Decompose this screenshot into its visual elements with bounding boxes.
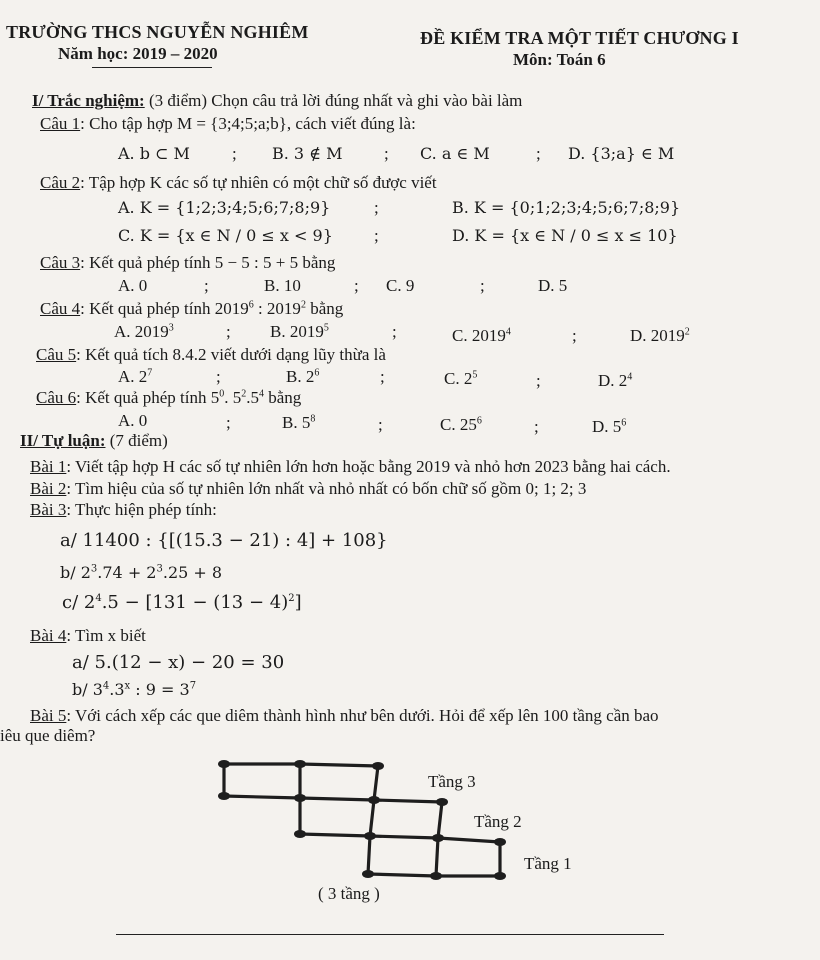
bai5-text-cont: iêu que diêm?	[0, 726, 96, 745]
separator: ;	[384, 144, 389, 163]
match-head	[218, 760, 230, 768]
q3-option-c: C. 9	[386, 276, 415, 295]
match-stick	[368, 874, 436, 876]
q5-b-base: B. 2	[286, 367, 315, 386]
separator: ;	[480, 276, 485, 295]
q4-a-base: A. 2019	[114, 322, 169, 341]
separator: ;	[226, 322, 231, 341]
q4-b-exp: 5	[323, 322, 329, 334]
part1-desc: (3 điểm) Chọn câu trả lời đúng nhất và ghi vào bài làm	[148, 91, 523, 110]
separator: ;	[374, 198, 379, 217]
year-underline	[92, 67, 212, 68]
part1-title: I/ Trắc nghiệm:	[32, 91, 145, 110]
figure-caption: ( 3 tầng )	[318, 884, 380, 903]
bai4-a: a/ 5.(12 − x) − 20 = 30	[72, 652, 285, 673]
q5-option-d	[598, 371, 632, 391]
question-2	[40, 173, 437, 193]
bai3-c-e2: 2	[288, 593, 295, 604]
separator: ;	[378, 415, 383, 434]
match-stick	[436, 838, 438, 876]
q6-e1: 0	[219, 388, 225, 400]
match-head	[494, 838, 506, 846]
match-head	[362, 870, 374, 878]
q3-option-d: D. 5	[538, 276, 568, 295]
q2-text: : Tập hợp K các số tự nhiên có một chữ số được viết	[80, 173, 437, 192]
question-3	[40, 253, 335, 273]
q5-c-base: C. 2	[444, 369, 473, 388]
q5-option-a	[118, 367, 152, 387]
q3-label: Câu 3	[40, 253, 81, 272]
bai3-c-pre: c/ 2	[62, 592, 96, 613]
bai3-text: : Thực hiện phép tính:	[66, 500, 217, 519]
school-name: TRƯỜNG THCS NGUYỄN NGHIÊM	[6, 22, 309, 42]
q4-exp2: 2	[300, 299, 306, 311]
separator: ;	[536, 144, 541, 163]
q4-label: Câu 4	[40, 299, 81, 318]
q6-b-exp: 8	[310, 413, 316, 425]
tier-3-label: Tầng 3	[428, 772, 476, 791]
match-head	[364, 832, 376, 840]
q5-a-exp: 7	[147, 367, 153, 379]
q4-c-base: C. 2019	[452, 326, 506, 345]
match-stick	[300, 764, 378, 766]
q6-b-base: B. 5	[282, 413, 311, 432]
q4-text: : Kết quả phép tính 2019	[80, 299, 249, 318]
bai5-label: Bài 5	[30, 706, 67, 725]
q1-option-a: A. b ⊂ M	[118, 144, 190, 163]
q4-d-exp: 2	[684, 326, 690, 338]
separator: ;	[534, 417, 539, 436]
tier-2-label: Tầng 2	[474, 812, 522, 831]
bai3-c-e1: 4	[95, 593, 102, 604]
school-year: Năm học: 2019 – 2020	[58, 44, 218, 63]
bai4-b-e1: 4	[102, 680, 110, 692]
match-head	[294, 830, 306, 838]
exam-subject: Môn: Toán 6	[513, 50, 606, 69]
match-head	[436, 798, 448, 806]
q6-e3: 4	[258, 388, 264, 400]
bai4-text: : Tìm x biết	[66, 626, 146, 645]
q4-option-c	[452, 326, 511, 346]
match-stick	[438, 838, 500, 842]
q5-d-exp: 4	[627, 371, 633, 383]
q4-d-base: D. 2019	[630, 326, 685, 345]
tier-1-label: Tầng 1	[524, 854, 572, 873]
q1-option-c: C. a ∈ M	[420, 144, 490, 163]
separator: ;	[392, 322, 397, 341]
match-head	[372, 762, 384, 770]
match-stick	[438, 802, 442, 838]
q4-a-exp: 3	[168, 322, 174, 334]
separator: ;	[354, 276, 359, 295]
bottom-rule	[116, 934, 664, 935]
q6-d-exp: 6	[621, 417, 627, 429]
bai4-b-mid: .3	[109, 680, 125, 699]
bai4-b-mid2: : 9 = 3	[130, 680, 190, 699]
q1-option-b: B. 3 ∉ M	[272, 144, 343, 163]
bai4-b-e2: x	[124, 680, 131, 692]
match-stick	[374, 766, 378, 800]
part1-heading	[32, 91, 522, 111]
q4-option-b	[270, 322, 329, 342]
q6-text: : Kết quả phép tính 5	[76, 388, 220, 407]
bai4-b	[72, 680, 196, 699]
q2-label: Câu 2	[40, 173, 81, 192]
match-stick	[300, 834, 370, 836]
bai3-c-post: ]	[294, 592, 302, 613]
q6-c-exp: 6	[476, 415, 482, 427]
q4-option-d	[630, 326, 690, 346]
separator: ;	[232, 144, 237, 163]
q6-option-d	[592, 417, 626, 437]
match-head	[218, 792, 230, 800]
q6-option-c	[440, 415, 482, 435]
match-head	[432, 834, 444, 842]
match-stick	[370, 836, 438, 838]
q4-option-a	[114, 322, 174, 342]
bai3-b-e1: 3	[90, 563, 98, 575]
q5-option-c	[444, 369, 477, 389]
bai3-b	[60, 563, 222, 582]
q5-d-base: D. 2	[598, 371, 628, 390]
bai4-b-pre: b/ 3	[72, 680, 103, 699]
q4-exp1: 6	[248, 299, 254, 311]
q3-option-b: B. 10	[264, 276, 301, 295]
separator: ;	[216, 367, 221, 386]
q6-m1: . 5	[224, 388, 242, 407]
q5-a-base: A. 2	[118, 367, 148, 386]
q6-c-base: C. 25	[440, 415, 477, 434]
separator: ;	[226, 413, 231, 432]
bai-1	[30, 457, 671, 477]
q1-text: : Cho tập hợp M = {3;4;5;a;b}, cách viết đúng là:	[80, 114, 416, 133]
q3-text: : Kết quả phép tính 5 − 5 : 5 + 5 bằng	[80, 253, 336, 272]
q6-e2: 2	[241, 388, 247, 400]
bai-4	[30, 626, 146, 646]
question-5	[36, 345, 386, 365]
q6-m2: .5	[246, 388, 259, 407]
q6-option-a: A. 0	[118, 411, 148, 430]
q2-option-a: A. K = {1;2;3;4;5;6;7;8;9}	[118, 198, 331, 217]
question-4	[40, 299, 343, 319]
match-stick	[300, 798, 374, 800]
question-1	[40, 114, 416, 134]
q1-label: Câu 1	[40, 114, 81, 133]
bai3-c-mid: .5 − [131 − (13 − 4)	[101, 592, 289, 613]
bai5-text: : Với cách xếp các que diêm thành hình như bên dưới. Hỏi để xếp lên 100 tầng cần bao	[66, 706, 659, 725]
bai4-label: Bài 4	[30, 626, 67, 645]
match-head	[494, 872, 506, 880]
question-6	[36, 388, 301, 408]
part2-title: II/ Tự luận:	[20, 431, 106, 450]
q1-option-d: D. {3;a} ∈ M	[568, 144, 675, 163]
q4-b-base: B. 2019	[270, 322, 324, 341]
bai1-text: : Viết tập hợp H các số tự nhiên lớn hơn hoặc bằng 2019 và nhỏ hơn 2023 bằng hai cách.	[66, 457, 671, 476]
separator: ;	[572, 326, 577, 345]
q6-option-b	[282, 413, 315, 433]
separator: ;	[536, 371, 541, 390]
part2-desc: (7 điểm)	[109, 431, 168, 450]
bai3-a: a/ 11400 : {[(15.3 − 21) : 4] + 108}	[60, 530, 388, 551]
separator: ;	[204, 276, 209, 295]
match-head	[294, 760, 306, 768]
bai3-b-mid: .74 + 2	[97, 563, 157, 582]
q5-c-exp: 5	[472, 369, 478, 381]
q2-option-c: C. K = {x ∈ N / 0 ≤ x < 9}	[118, 226, 333, 245]
match-head	[430, 872, 442, 880]
match-head	[294, 794, 306, 802]
q4-c-exp: 4	[505, 326, 511, 338]
q3-option-a: A. 0	[118, 276, 148, 295]
match-stick	[368, 836, 370, 874]
q5-b-exp: 6	[314, 367, 320, 379]
q4-text-post: bằng	[305, 299, 344, 318]
bai3-c	[62, 592, 302, 613]
bai1-label: Bài 1	[30, 457, 67, 476]
bai-3	[30, 500, 217, 520]
match-stick	[374, 800, 442, 802]
bai2-text: : Tìm hiệu của số tự nhiên lớn nhất và nhỏ nhất có bốn chữ số gồm 0; 1; 2; 3	[66, 479, 587, 498]
q6-text-post: bằng	[263, 388, 302, 407]
separator: ;	[374, 226, 379, 245]
bai2-label: Bài 2	[30, 479, 67, 498]
match-head	[368, 796, 380, 804]
bai3-b-post: .25 + 8	[162, 563, 223, 582]
q5-label: Câu 5	[36, 345, 77, 364]
bai4-b-e3: 7	[189, 680, 197, 692]
separator: ;	[380, 367, 385, 386]
part2-heading	[20, 431, 168, 451]
bai-5	[30, 706, 659, 726]
exam-title: ĐỀ KIỂM TRA MỘT TIẾT CHƯƠNG I	[420, 28, 739, 48]
match-stick	[224, 796, 300, 798]
bai-2	[30, 479, 586, 499]
q6-label: Câu 6	[36, 388, 77, 407]
bai3-b-pre: b/ 2	[60, 563, 91, 582]
q5-text: : Kết quả tích 8.4.2 viết dưới dạng lũy thừa là	[76, 345, 386, 364]
q2-option-d: D. K = {x ∈ N / 0 ≤ x ≤ 10}	[452, 226, 678, 245]
q6-d-base: D. 5	[592, 417, 622, 436]
q5-option-b	[286, 367, 319, 387]
bai3-label: Bài 3	[30, 500, 67, 519]
q2-option-b: B. K = {0;1;2;3;4;5;6;7;8;9}	[452, 198, 681, 217]
bai3-b-e2: 3	[156, 563, 163, 575]
q4-text-mid: : 2019	[253, 299, 301, 318]
match-stick	[370, 800, 374, 836]
